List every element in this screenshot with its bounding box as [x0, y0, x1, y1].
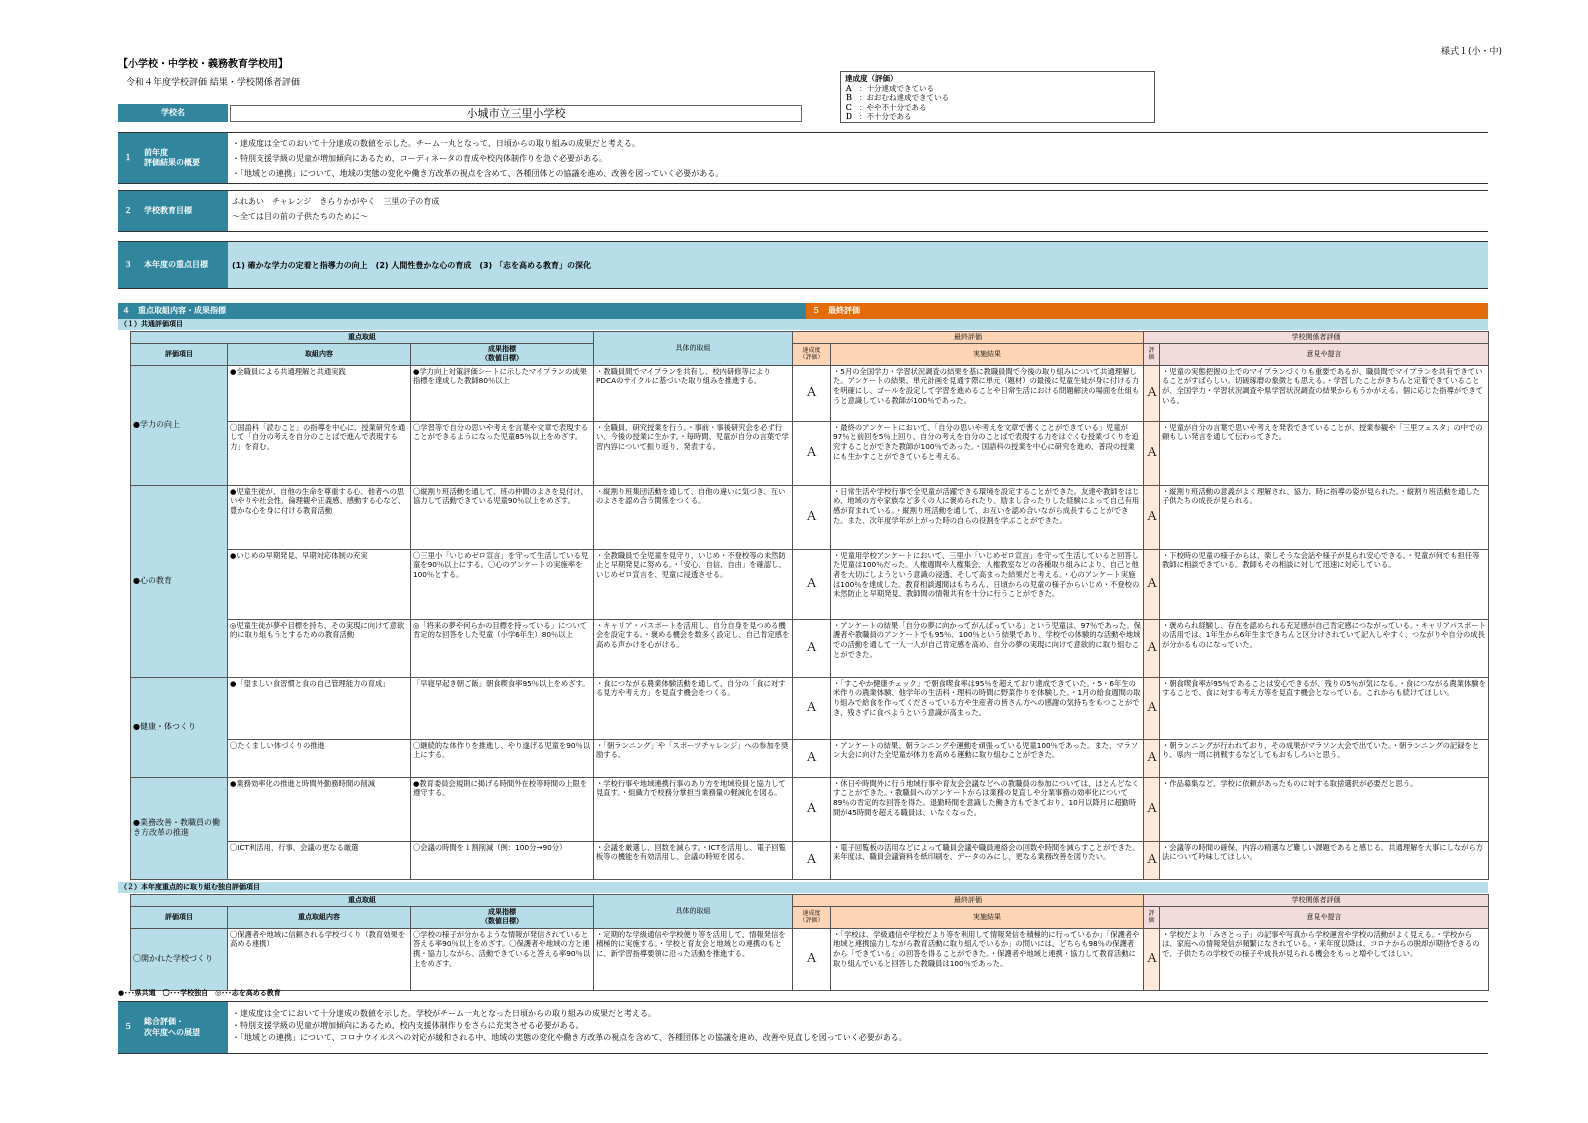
opinion-cell: ・会議等の時間の確保、内容の精選など難しい課題であると感じる。共通理解を大事にしながら方法について吟味してほしい。: [1160, 841, 1489, 879]
result-cell: ・最終のアンケートにおいて、「自分の思いや考えを文章で書くことができている」児童が97％と前回を5％上回り、自分の考えを自分のことばで表現する力をはぐくむ授業づくりを追究することができた教師が100％であった。・国語科の授業を中心に研究を進め、普段の授業にも生かすことができていると考える。: [831, 421, 1144, 485]
opinion-cell: ・縦割り班活動の意義がよく理解され、協力、時に指導の姿が見られた。・縦割り班活動を通した子供たちの成長が見られる。: [1160, 485, 1489, 549]
stakeholder-grade: Ａ: [1144, 549, 1160, 619]
seika-cell: 〇継続的な体作りを推進し、やり遂げる児童を90％以上にする。: [411, 739, 594, 777]
opinion-cell: ・褒められ経験し、存在を認められる充足感が自己肯定感につながっている。・キャリアパスポートの活用では、1年生から6年生まできちんと区分けされていて記入しやすく、つながりや自分の成長が分かるものになっていた。: [1160, 619, 1489, 677]
result-cell: ・日常生活や学校行事で全児童が活躍できる環境を設定することができた。友達や教師をはじめ、地域の方や家族など多くの人に褒められたり、励まし合ったりした経験によって自己有用感が育まれている。・縦割り班活動を通して、お互いを認め合いながら成長することができた。また、次年度学年が上がった時の自らの役割を学ぶことができた。: [831, 485, 1144, 549]
col-header-seika: 成果指標 （数値目標）: [411, 907, 594, 928]
col-header-saishu: 最終評価: [793, 332, 1144, 344]
achievement-grade: Ａ: [793, 928, 831, 990]
col-header-hyoka: 評価: [1144, 907, 1160, 928]
subsection-unique-items: （２）本年度重点的に取り組む独自評価項目: [118, 882, 1488, 893]
stakeholder-grade: Ａ: [1144, 677, 1160, 739]
legend-item: Ａ ：十分達成できている: [845, 83, 934, 93]
section4-header: ４ 重点取組内容・成果指標: [118, 303, 806, 319]
section-priority-goals: [118, 241, 1488, 289]
gutai-cell: ・食につながる農業体験活動を通して、自分の「食に対する見方や考え方」を見直す機会をつくる。: [594, 677, 793, 739]
torikumi-cell: 〇たくましい体づくりの推進: [228, 739, 411, 777]
subsection-common-items: （１）共通評価項目: [118, 319, 1488, 330]
result-cell: ・「すこやか健康チェック」で朝食喫食率は95％を超えており達成できていた。・5・6年生の米作りの農業体験、他学年の生活科・理科の時間に野菜作りを体験した。・1月の給食週間の取り組みで給食を作ってくださっている方や生産者の皆さん方への感謝の気持ちをもつことができ、残さずに食べようという意識が高まった。: [831, 677, 1144, 739]
document-subtitle: 令和４年度学校評価 結果・学校関係者評価: [126, 78, 300, 88]
result-cell: ・5月の全国学力・学習状況調査の結果を基に教職員間で今後の取り組みについて共通理解した。アンケートの結果、単元計画を見通す際に単元（題材）の最後に児童生徒が身に付ける力を明確にし、ゴールを設定して学習を進めることや日常生活における問題解決の場面を仕組もうと意識している教師が100％であった。: [831, 365, 1144, 421]
table-row: [131, 365, 1489, 421]
torikumi-cell: 〇ICT利活用、行事、会議の更なる厳選: [228, 841, 411, 879]
seika-cell: 〇会議の時間を１割削減（例：100分→90分）: [411, 841, 594, 879]
section-label: ５ 総合評価・ 次年度への展望: [118, 1002, 228, 1053]
gutai-cell: ・全職員、研究授業を行う。・事前・事後研究会を必ず行い、今後の授業に生かす。・毎時間、児童が自分の言葉で学習内容について振り返り、発表する。: [594, 421, 793, 485]
opinion-cell: ・児童の実態把握の上でのマイプランづくりも重要であるが、職員間でマイプランを共有できていることがすばらしい。切磋琢磨の象徴とも思える。・学習したことがきちんと定着できていることが、全国学力・学習状況調査や県学習状況調査の結果からもうかがえる。個に応じた指導ができている。: [1160, 365, 1489, 421]
common-evaluation-table: [130, 331, 1489, 880]
result-cell: ・児童用学校アンケートにおいて、三里小「いじめゼロ宣言」を守って生活していると回答した児童は100％だった。人権週間や人権集会、人権教室などの各種取り組みにより、自己と他者を大切にしようという意識の浸透、そして高まった結果だと考える。・心のアンケート実施は100％を達成した。教育相談週間はもちろん、日頃からの児童の様子からいじめ・不登校の未然防止と早期発見、教師間の情報共有を十分に行うことができた。: [831, 549, 1144, 619]
unique-evaluation-table: [130, 894, 1489, 991]
section-body: ・達成度は全てのおいて十分達成の数値を示した。チーム一丸となって、日頃からの取り組みの成果だと考える。 ・特別支援学級の児童が増加傾向にあるため、コーディネータの育成や校内体制作りを急ぐ必要がある。 ・「地域との連携」について、地域の実態の変化や働き方改革の視点を含めて、各種団体との協議を進め、改善を図っていく必要がある。: [232, 139, 724, 178]
achievement-grade: Ａ: [793, 365, 831, 421]
evaluation-category: ●健康・体つくり: [131, 677, 228, 777]
result-cell: ・休日や時間外に行う地域行事や育友会会議などへの教職員の参加については、ほとんどなくすことができた。・教職員へのアンケートからは業務の見直しや分業事務の効率化について89％の肯定的な回答を得た。退勤時間を意識した働き方もできており、10月以降月に超勤時間が45時間を超える職員は、いなくなった。: [831, 777, 1144, 841]
evaluation-category: ●心の教育: [131, 485, 228, 677]
achievement-grade: Ａ: [793, 677, 831, 739]
gutai-cell: ・定期的な学級通信や学校便り等を活用して、情報発信を積極的に実施する。・学校と育友会と地域との連携のもとに、新学習指導要領に沿った活動を推進する。: [594, 928, 793, 990]
col-header-juten: 重点取組: [131, 895, 594, 907]
col-header-kankeisha: 学校関係者評価: [1144, 895, 1489, 907]
section-label: ２ 学校教育目標: [118, 191, 228, 231]
symbol-footnote: ●･･･県共通 〇･･･学校独自 ◎･･･志を高める教育: [118, 989, 281, 997]
col-header-seika: 成果指標 （数値目標）: [411, 344, 594, 365]
col-header-hyoka: 評価: [1144, 344, 1160, 365]
opinion-cell: ・朝食喫食率が95％であることは安心できるが、残りの5％が気になる。・食につながる農業体験をすることで、食に対する考え方等を見直す機会となっている。これからも続けてほしい。: [1160, 677, 1489, 739]
achievement-grade: Ａ: [793, 777, 831, 841]
seika-cell: ◎「将来の夢や何らかの目標を持っている」について肯定的な回答をした児童（小学6年生）80％以上: [411, 619, 594, 677]
stakeholder-grade: Ａ: [1144, 485, 1160, 549]
result-cell: ・「学校は、学級通信や学校だより等を利用して情報発信を積極的に行っているか」「保護者や地域と連携協力しながら教育活動に取り組んでいるか」の問いには、どちらも98％の保護者から「できている」の回答を得ることができた。・保護者や地域と連携・協力して教育活動に取り組んでいると回答した教職員は100％であった。: [831, 928, 1144, 990]
form-number: 様式１(小・中): [1440, 47, 1502, 57]
seika-cell: ●学力向上対策評価シートに示したマイプランの成果指標を達成した教師80％以上: [411, 365, 594, 421]
achievement-grade: Ａ: [793, 619, 831, 677]
opinion-cell: ・作品募集など、学校に依頼があったものに対する取捨選択が必要だと思う。: [1160, 777, 1489, 841]
seika-cell: 〇学習等で自分の思いや考えを言葉や文章で表現することができるようになった児童85％以上をめざす。: [411, 421, 594, 485]
stakeholder-grade: Ａ: [1144, 365, 1160, 421]
table-row: [131, 777, 1489, 841]
col-header-jisshi: 実施結果: [831, 907, 1144, 928]
stakeholder-grade: Ａ: [1144, 619, 1160, 677]
school-name-field[interactable]: 小城市立三里小学校: [230, 105, 802, 122]
evaluation-category: 〇開かれた学校づくり: [131, 928, 228, 990]
table-row: [131, 739, 1489, 777]
opinion-cell: ・下校時の児童の様子からは、楽しそうな会話や様子が見られ安心できる。・児童が何でも担任等教師に相談できている。教師もその相談に対して迅速に対応している。: [1160, 549, 1489, 619]
stakeholder-grade: Ａ: [1144, 739, 1160, 777]
achievement-grade: Ａ: [793, 549, 831, 619]
torikumi-cell: ●「望ましい食習慣と食の自己管理能力の育成」: [228, 677, 411, 739]
col-header-hyoka-komoku: 評価項目: [131, 344, 228, 365]
col-header-gutaiteki: 具体的取組: [594, 895, 793, 929]
opinion-cell: ・学校だより「みさとっ子」の記事や写真から学校運営や学校の活動がよく見える。・学校からは、家庭への情報発信が頻繁になされている。・来年度以降は、コロナからの脱却が期待できるので、子供たちの学校での様子や成長が見られる機会をもっと増やしてほしい。: [1160, 928, 1489, 990]
col-header-tassei: 達成度 （評価）: [793, 907, 831, 928]
torikumi-cell: 〇保護者や地域に信頼される学校づくり（教育効果を高める連携）: [228, 928, 411, 990]
section5-header: ５ 最終評価: [806, 303, 1488, 319]
torikumi-cell: ●業務効率化の推進と時間外勤務時間の削減: [228, 777, 411, 841]
opinion-cell: ・児童が自分の言葉で思いや考えを発表できていることが、授業参観や「三里フェスタ」の中での頼もしい発言を通して伝わってきた。: [1160, 421, 1489, 485]
legend-title: 達成度（評価）: [845, 74, 898, 83]
section-overall-evaluation: [118, 1001, 1488, 1054]
legend-item: Ｂ ：おおむね達成できている: [845, 93, 949, 103]
achievement-grade: Ａ: [793, 485, 831, 549]
table-row: [131, 619, 1489, 677]
table-row: [131, 928, 1489, 990]
col-header-kankeisha: 学校関係者評価: [1144, 332, 1489, 344]
section-body: ・達成度は全てにおいて十分達成の数値を示した。学校がチーム一丸となった日頃からの取り組みの成果だと考える。 ・特別支援学級の児童が増加傾向にあるため、校内支援体制作りをさらに充実させる必要がある。 ・「地域との連携」について、コロナウイルスへの対応が緩和される中、地域の実態の変化や働き方改革の視点を含めて、各種団体との協議を進め、改善や見直しを図っていく必要がある。: [232, 1009, 907, 1042]
stakeholder-grade: Ａ: [1144, 841, 1160, 879]
seika-cell: 〇三里小「いじめゼロ宣言」を守って生活している児童を90％以上にする。〇心のアンケートの実施率を100％とする。: [411, 549, 594, 619]
col-header-torikumi: 取組内容: [228, 344, 411, 365]
seika-cell: 「早寝早起き朝ご飯」朝食喫食率95％以上をめざす。: [411, 677, 594, 739]
result-cell: ・アンケートの結果「自分の夢に向かってがんばっている」という児童は、97％であった。保護者や教職員のアンケートでも95％、100％という結果であり、学校での体験的な活動や地域での活動を通して一人一人が自己肯定感を高め、自分の夢の実現に向けて意欲的に取り組むことができた。: [831, 619, 1144, 677]
torikumi-cell: ●全職員による共通理解と共通実践: [228, 365, 411, 421]
seika-cell: 〇縦割り班活動を通して、班の仲間のよさを見付け、協力して活動できている児童90％以上をめざす。: [411, 485, 594, 549]
result-cell: ・電子回覧板の活用などによって職員会議や職員連絡会の回数や時間を減らすことができた。来年度は、職員会議資料を紙印刷を、データのみにし、更なる業務改善を図りたい。: [831, 841, 1144, 879]
stakeholder-grade: Ａ: [1144, 421, 1160, 485]
table-row: [131, 485, 1489, 549]
result-cell: ・アンケートの結果、朝ランニングや運動を頑張っている児童100％であった。また、マラソン大会に向けた全児童が体力を高める運動に取り組むことができた。: [831, 739, 1144, 777]
opinion-cell: ・朝ランニングが行われており、その成果がマラソン大会で出ていた。・朝ランニングの記録をとり、県内一周に挑戦するなどしてもおもしろいと思う。: [1160, 739, 1489, 777]
gutai-cell: ・縦割り班集団活動を通して、自他の違いに気づき、互いのよさを認め合う関係をつくる。: [594, 485, 793, 549]
seika-cell: 〇学校の様子が分かるような情報が発信されていると答える率90％以上をめざす。〇保護者や地域の方と連携・協力しながら、活動できていると答える率90％以上をめざす。: [411, 928, 594, 990]
col-header-juten: 重点取組: [131, 332, 594, 344]
gutai-cell: ・教職員間でマイプランを共有し、校内研修等によりPDCAのサイクルに基づいた取り組みを推進する。: [594, 365, 793, 421]
table-row: [131, 841, 1489, 879]
gutai-cell: ・会議を厳選し、回数を減らす。・ICTを活用し、電子回覧板等の機能を有効活用し、会議の時短を図る。: [594, 841, 793, 879]
torikumi-cell: ●いじめの早期発見、早期対応体制の充実: [228, 549, 411, 619]
evaluation-category: ●学力の向上: [131, 365, 228, 485]
stakeholder-grade: Ａ: [1144, 777, 1160, 841]
col-header-saishu: 最終評価: [793, 895, 1144, 907]
section-previous-year-summary: [118, 132, 1488, 184]
table-row: [131, 677, 1489, 739]
col-header-iken: 意見や提言: [1160, 907, 1489, 928]
legend-item: Ｄ ：不十分である: [845, 112, 912, 122]
col-header-iken: 意見や提言: [1160, 344, 1489, 365]
achievement-grade: Ａ: [793, 421, 831, 485]
torikumi-cell: ◎児童生徒が夢や目標を持ち、その実現に向けて意欲的に取り組もうとするための教育活動: [228, 619, 411, 677]
gutai-cell: ・キャリア・パスポートを活用し、自分自身を見つめる機会を設定する。・褒める機会を数多く設定し、自己肯定感を高める声かけを心がける。: [594, 619, 793, 677]
achievement-grade: Ａ: [793, 739, 831, 777]
col-header-tassei: 達成度 （評価）: [793, 344, 831, 365]
section-school-goal: [118, 190, 1488, 232]
section-body: (1) 確かな学力の定着と指導力の向上 (2) 人間性豊かな心の育成 (3) 「志を高める教育」の深化: [232, 260, 591, 270]
legend-item: Ｃ ：やや不十分である: [845, 102, 927, 112]
section-body: ふれあい チャレンジ きらりかがやく 三里の子の育成 ～全ては目の前の子供たちのために～: [232, 197, 440, 221]
col-header-gutaiteki: 具体的取組: [594, 332, 793, 366]
gutai-cell: ・「朝ランニング」や「スポーツチャレンジ」への参加を奨励する。: [594, 739, 793, 777]
section-label: １ 前年度 評価結果の概要: [118, 133, 228, 183]
col-header-hyoka-komoku: 評価項目: [131, 907, 228, 928]
col-header-juten-naiyo: 重点取組内容: [228, 907, 411, 928]
school-name-label: 学校名: [118, 104, 228, 122]
grade-legend: [840, 71, 1155, 123]
achievement-grade: Ａ: [793, 841, 831, 879]
gutai-cell: ・全教職員で全児童を見守り、いじめ・不登校等の未然防止と早期発見に努める。・「安心、自信、自由」を確認し、いじめゼロ宣言を、児童に浸透させる。: [594, 549, 793, 619]
col-header-jisshi: 実施結果: [831, 344, 1144, 365]
gutai-cell: ・学校行事や地域連携行事のあり方を地域役員と協力して見直す。・組織力で校務分掌担当業務量の軽減化を図る。: [594, 777, 793, 841]
section-label: ３ 本年度の重点目標: [118, 242, 228, 288]
torikumi-cell: 〇国語科「読むこと」の指導を中心に、授業研究を通して「自分の考えを自分のことばで進んで表現する力」を育む。: [228, 421, 411, 485]
torikumi-cell: ●児童生徒が、自他の生命を尊重する心、他者への思いやりや社会性、倫理観や正義感、感動する心など、豊かな心を身に付ける教育活動: [228, 485, 411, 549]
document-title: 【小学校・中学校・義務教育学校用】: [118, 59, 288, 70]
table-row: [131, 549, 1489, 619]
stakeholder-grade: Ａ: [1144, 928, 1160, 990]
evaluation-category: ●業務改善・教職員の働き方改革の推進: [131, 777, 228, 879]
seika-cell: ●教育委員会規則に掲げる時間外在校等時間の上限を遵守する。: [411, 777, 594, 841]
table-row: [131, 421, 1489, 485]
